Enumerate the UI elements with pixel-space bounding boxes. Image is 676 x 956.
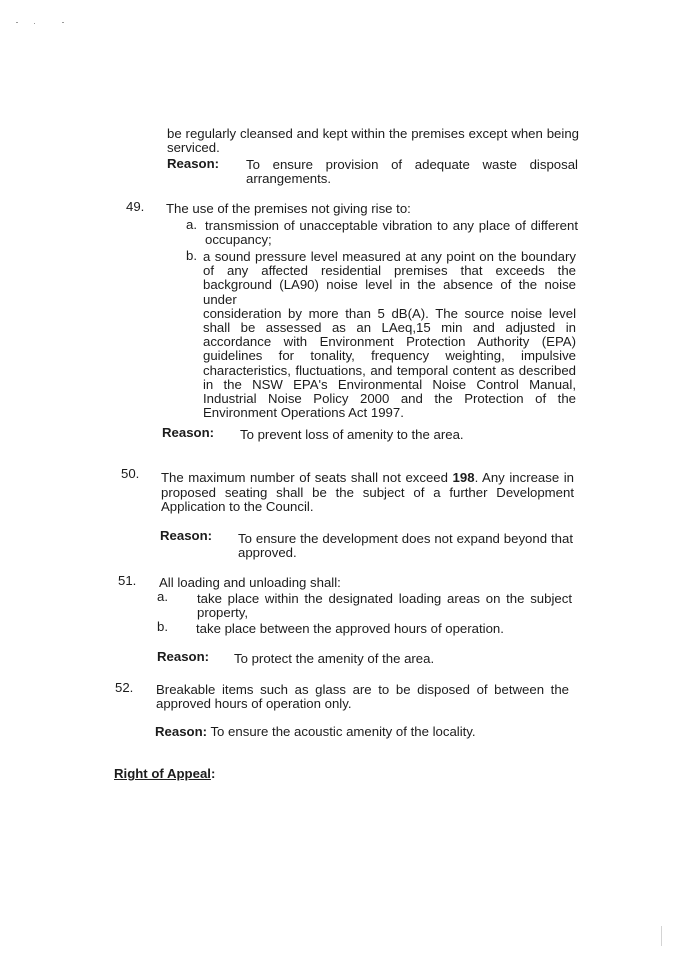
right-of-appeal-heading-colon: : xyxy=(210,766,216,781)
condition-50-line1 xyxy=(161,471,574,485)
scan-speck xyxy=(34,23,35,24)
condition-50-reason-line1: To ensure the development does not expand beyond that xyxy=(238,531,573,546)
condition-49-item-b-text xyxy=(203,250,576,420)
item-b-line: consideration by more than 5 dB(A). The source noise level xyxy=(203,305,576,321)
condition-48-continuation-line2: serviced. xyxy=(167,140,220,155)
scan-speck xyxy=(661,926,662,946)
condition-49-reason-text: To prevent loss of amenity to the area. xyxy=(240,427,464,442)
condition-49-item-a-line1: transmission of unacceptable vibration to any place of different xyxy=(205,218,578,233)
item-b-line: background (LA90) noise level in the absence of the noise under xyxy=(203,277,576,307)
condition-51-intro: All loading and unloading shall: xyxy=(159,575,341,590)
right-of-appeal-heading xyxy=(114,767,215,781)
condition-49-intro: The use of the premises not giving rise to: xyxy=(166,201,411,216)
item-b-line: of any affected residential premises that exceeds the xyxy=(203,263,576,279)
condition-49-item-a-line2: occupancy; xyxy=(205,232,272,247)
condition-51-item-a-line1: take place within the designated loading areas on the subject xyxy=(197,591,572,606)
condition-51-reason-label: Reason: xyxy=(157,649,210,664)
condition-52-reason xyxy=(155,725,476,739)
item-b-line: a sound pressure level measured at any point on the boundary xyxy=(203,249,576,264)
condition-49-reason-label: Reason: xyxy=(162,425,215,440)
condition-52-line1: Breakable items such as glass are to be disposed of between the xyxy=(156,682,569,697)
seat-limit-value: 198 xyxy=(452,470,475,485)
item-b-line: Industrial Noise Policy 2000 and the Protection of the xyxy=(203,391,576,407)
condition-51-item-a-line2: property, xyxy=(197,605,249,620)
condition-48-reason-line1: To ensure provision of adequate waste disposal xyxy=(246,157,578,172)
item-b-line: shall be assessed as an LAeq,15 min and adjusted in xyxy=(203,320,576,336)
condition-51-reason-text: To protect the amenity of the area. xyxy=(234,651,435,666)
condition-48-reason-label: Reason: xyxy=(167,156,220,171)
condition-51-number: 51. xyxy=(118,573,137,588)
condition-50-number: 50. xyxy=(121,466,140,481)
condition-50-reason-label: Reason: xyxy=(160,528,213,543)
condition-51-item-b-marker: b. xyxy=(157,619,168,634)
condition-49-item-a-marker: a. xyxy=(186,217,197,232)
condition-50-line3: Application to the Council. xyxy=(161,499,314,514)
condition-51-item-a-marker: a. xyxy=(157,589,168,604)
item-b-line: Environment Operations Act 1997. xyxy=(203,405,404,421)
condition-50-line1-text: The maximum number of seats shall not exceed xyxy=(161,470,448,485)
condition-50-line1-tail: . Any increase in xyxy=(474,470,574,485)
condition-52-reason-label: Reason: xyxy=(155,724,208,739)
condition-49-number: 49. xyxy=(126,199,145,214)
condition-48-reason-line2: arrangements. xyxy=(246,171,332,186)
condition-52-line2: approved hours of operation only. xyxy=(156,696,352,711)
condition-50-line2: proposed seating shall be the subject of a further Development xyxy=(161,485,574,500)
condition-51-item-b-line1: take place between the approved hours of operation. xyxy=(196,621,504,636)
item-b-line: in the NSW EPA's Environmental Noise Control Manual, xyxy=(203,376,576,392)
item-b-line: guidelines for tonality, frequency weighting, impulsive xyxy=(203,348,576,364)
scan-speck xyxy=(62,22,64,23)
item-b-line: characteristics, fluctuations, and temporal content as described xyxy=(203,362,576,378)
condition-49-item-b-marker: b. xyxy=(186,248,197,263)
scan-speck xyxy=(16,22,18,23)
condition-52-reason-text: To ensure the acoustic amenity of the locality. xyxy=(210,724,476,739)
condition-48-continuation-line1: be regularly cleansed and kept within the premises except when being xyxy=(167,126,579,141)
item-b-line: accordance with Environment Protection Authority (EPA) xyxy=(203,334,576,350)
condition-50-reason-line2: approved. xyxy=(238,545,297,560)
condition-52-number: 52. xyxy=(115,680,134,695)
right-of-appeal-heading-text: Right of Appeal xyxy=(114,766,211,781)
